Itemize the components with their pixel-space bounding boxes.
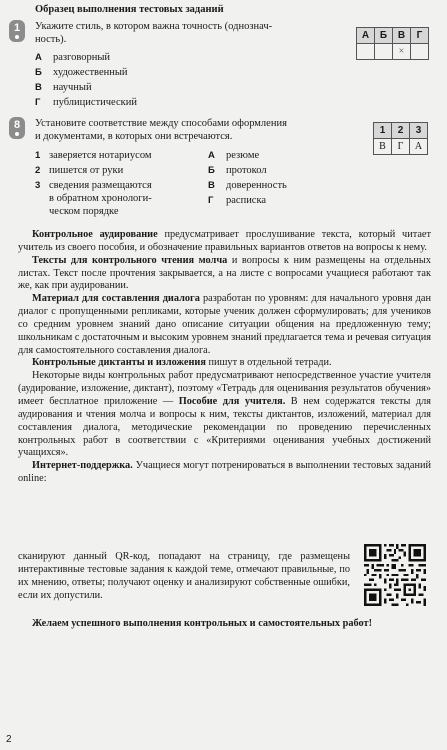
paragraph-dictation: Контрольные диктанты и изложения пишут в отдельной тетради.: [32, 357, 332, 369]
task-8-answer-grid: [373, 122, 428, 155]
qr-code-icon[interactable]: [364, 544, 426, 606]
task-8-right-b: Б протокол: [208, 165, 267, 176]
grid-answer-cell: [375, 44, 393, 60]
paragraph-reading: Тексты для контрольного чтения молча и вопросы к ним размещены на отдельных листах. Текст после прочтения закрывается, а на листе с вопросами учащиеся работают так же, как при аудировании.: [18, 254, 431, 292]
task-1-badge: [9, 20, 25, 42]
grid-header-cell: В: [393, 28, 411, 44]
task-8-right-a: А резюме: [208, 150, 260, 161]
task-1-option-a: А разговорный: [35, 52, 111, 63]
grid-answer-cell: А: [410, 139, 428, 155]
paragraph-internet: Интернет-поддержка. Учащиеся могут потренироваться в выполнении тестовых заданий online:: [18, 460, 431, 485]
page-number: 2: [6, 734, 12, 745]
grid-answer-cell: ×: [393, 44, 411, 60]
grid-header-cell: Г: [411, 28, 429, 44]
task-8-left-2: 2 пишется от руки: [35, 165, 124, 176]
task-1-option-c: В научный: [35, 82, 92, 93]
task-8-number: 8: [13, 119, 21, 131]
grid-answer-cell: [411, 44, 429, 60]
task-8-text: Установите соответствие между способами оформления и документами, в которых они встречаются.: [35, 118, 287, 142]
paragraph-dialogue: Материал для составления диалога разработан по уровням: для начального уровня дан диалог с пропущенными репликами, которые ученик должен сформулировать; для учеников со средним уровнем знаний дано описание ситуации общения на предложенную тему; школьникам с достаточным и высоким уровнем знаний предлагается тема и речевая ситуация для самостоятельного составления диалога.: [18, 293, 431, 356]
task-8-badge: [9, 117, 25, 139]
grid-answer-cell: Г: [392, 139, 410, 155]
qr-instructions: сканируют данный QR-код, попадают на страницу, где размещены интерактивные тестовые задания к каждой теме, отмечают правильные, по их мнению, ответы; получают оценку и анализируют собственные ошибки, если их допустили.: [18, 551, 350, 601]
grid-answer-cell: [357, 44, 375, 60]
task-1-number: 1: [13, 22, 21, 34]
task-1-text: Укажите стиль, в котором важна точность (однознач- ность).: [35, 21, 273, 45]
task-1-dot-icon: [15, 35, 19, 39]
task-1-option-b: Б художественный: [35, 67, 128, 78]
grid-answer-cell: В: [374, 139, 392, 155]
grid-header-cell: Б: [375, 28, 393, 44]
section-heading: Образец выполнения тестовых заданий: [35, 4, 224, 15]
grid-header-cell: 3: [410, 123, 428, 139]
closing-message: Желаем успешного выполнения контрольных и самостоятельных работ!: [32, 618, 373, 629]
task-1-answer-grid: [356, 27, 429, 60]
grid-header-cell: 1: [374, 123, 392, 139]
task-8-left-3: 3 сведения размещаются в обратном хронологи- ческом порядке: [35, 180, 152, 217]
task-8-left-1: 1 заверяется нотариусом: [35, 150, 152, 161]
grid-header-cell: А: [357, 28, 375, 44]
task-8-right-d: Г расписка: [208, 195, 267, 206]
grid-header-cell: 2: [392, 123, 410, 139]
task-8-dot-icon: [15, 132, 19, 136]
task-8-right-c: В доверенность: [208, 180, 287, 191]
body-text: [18, 229, 431, 486]
task-1-option-d: Г публицистический: [35, 97, 137, 108]
paragraph-audio: Контрольное аудирование предусматривает прослушивание текста, который читает учитель из своего пособия, и обозначение правильных вариантов ответов на вопросы к нему.: [18, 229, 432, 253]
paragraph-teacher-guide: Некоторые виды контрольных работ предусматривают непосредственное участие учителя (аудирование, изложение, диктант), поэтому «Тетрадь для оценивания результатов обучения» имеет бесплатное приложение — Пособие для учителя. В нем содержатся тексты для аудирования и чтения молча и вопросы к ним, тексты диктантов, изложений, материал для составления диалога, методические рекомендации по проведению перечисленных контрольных работ в соответствии с «Критериями оценивания учебных достижений учащихся».: [18, 370, 432, 459]
